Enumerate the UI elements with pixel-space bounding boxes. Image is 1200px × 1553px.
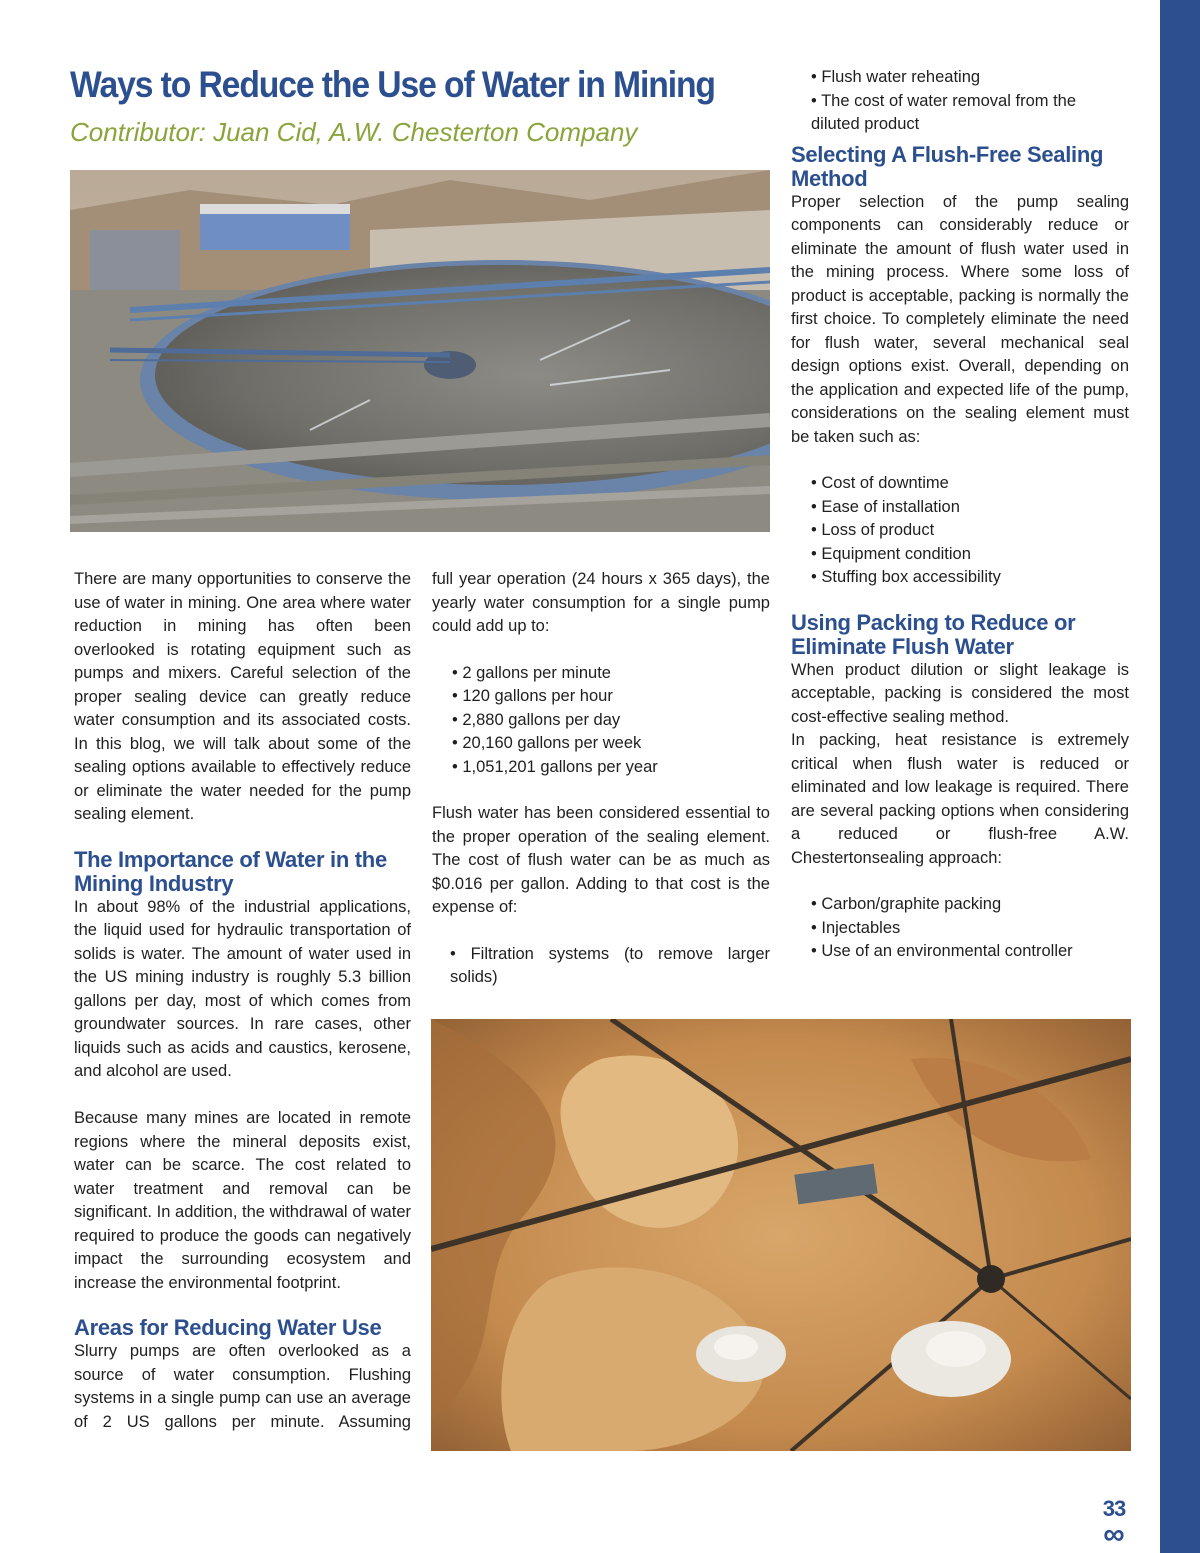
packing-options-list bbox=[791, 893, 1129, 964]
importance-paragraph-2: Because many mines are located in remote regions where the mineral deposits exist, water can be scarce. The cost related to water treatment and removal can be significant. In addition, the withdrawal of water required to produce the goods can negatively impact the surrounding ecosystem and increase the environmental footprint. bbox=[74, 1109, 411, 1292]
list-item: • Use of an environmental controller bbox=[811, 940, 1129, 964]
page-number: 33 bbox=[1102, 1496, 1126, 1521]
list-item: • Filtration systems (to remove larger solids) bbox=[432, 943, 770, 990]
areas-paragraph-continued: full year operation (24 hours x 365 days), the yearly water consumption for a single pump could add up to: bbox=[432, 570, 770, 635]
side-color-bar bbox=[1160, 0, 1200, 1553]
expense-list-part-1 bbox=[432, 943, 770, 990]
section-heading-areas: Areas for Reducing Water Use bbox=[74, 1315, 382, 1340]
list-item: • Stuffing box accessibility bbox=[811, 566, 1129, 590]
section-heading-importance: The Importance of Water in the Mining Industry bbox=[74, 846, 387, 896]
list-item: • Ease of installation bbox=[811, 496, 1129, 520]
list-item: • 2 gallons per minute bbox=[452, 662, 770, 686]
considerations-list bbox=[791, 472, 1129, 590]
list-item: • Flush water reheating bbox=[811, 66, 1129, 90]
packing-paragraph-2: In packing, heat resistance is extremely critical when flush water is reduced or eliminated and low leakage is required. There are several packing options when considering a reduced or flush-free A.W. Chestertonsealing approach: bbox=[791, 731, 1129, 867]
list-item: • 120 gallons per hour bbox=[452, 685, 770, 709]
text-column-3 bbox=[791, 66, 1129, 987]
list-item: • Injectables bbox=[811, 917, 1129, 941]
areas-paragraph bbox=[74, 1340, 411, 1434]
list-item: • Carbon/graphite packing bbox=[811, 893, 1129, 917]
section-heading-packing: Using Packing to Reduce or Eliminate Flush Water bbox=[791, 609, 1076, 659]
flush-cost-paragraph: Flush water has been considered essential to the proper operation of the sealing element. The cost of flush water can be as much as $0.016 per gallon. Adding to that cost is the expense of: bbox=[432, 804, 770, 916]
list-item: • Loss of product bbox=[811, 519, 1129, 543]
thickener-tank-photo bbox=[70, 170, 770, 532]
packing-paragraph-1: When product dilution or slight leakage is acceptable, packing is considered the most cost-effective sealing method. bbox=[791, 660, 1129, 726]
text-column-1 bbox=[74, 568, 411, 1434]
list-item: • 1,051,201 gallons per year bbox=[452, 756, 770, 780]
text-column-2 bbox=[432, 568, 770, 990]
article-title: Ways to Reduce the Use of Water in Mining bbox=[70, 64, 715, 105]
infinity-logo-icon: ∞ bbox=[1103, 1518, 1125, 1551]
water-usage-list bbox=[432, 662, 770, 780]
list-item: • The cost of water removal from the diluted product bbox=[811, 90, 1129, 137]
selecting-paragraph: Proper selection of the pump sealing components can considerably reduce or eliminate the amount of flush water used in the mining process. Where some loss of product is acceptable, packing is normally the first choice. To completely eliminate the need for flush water, several mechanical seal design options exist. Overall, depending on the application and expected life of the pump, considerations on the sealing element must be taken such as: bbox=[791, 192, 1129, 446]
expense-list-part-2 bbox=[791, 66, 1129, 137]
areas-paragraph-text: Slurry pumps are often overlooked as a source of water consumption. Flushing systems in a single pump can use an average of 2 US gallons per minute. Assuming bbox=[74, 1342, 411, 1431]
importance-paragraph-1: In about 98% of the industrial applications, the liquid used for hydraulic transportation of solids is water. The amount of water used in the US mining industry is roughly 5.3 billion gallons per day, most of which comes from groundwater sources. In rare cases, other liquids such as acids and caustics, kerosene, and alcohol are used. bbox=[74, 897, 411, 1080]
section-heading-selecting: Selecting A Flush-Free Sealing Method bbox=[791, 141, 1104, 191]
list-item: • Cost of downtime bbox=[811, 472, 1129, 496]
aerial-sand-mine-photo bbox=[431, 1019, 1131, 1451]
article-contributor: Contributor: Juan Cid, A.W. Chesterton Company bbox=[70, 117, 638, 147]
list-item: • Equipment condition bbox=[811, 543, 1129, 567]
intro-paragraph: There are many opportunities to conserve the use of water in mining. One area where water reduction in mining has often been overlooked is rotating equipment such as pumps and mixers. Careful selection of the proper sealing device can greatly reduce water consumption and its associated costs. In this blog, we will talk about some of the sealing options available to effectively reduce or eliminate the water needed for the pump sealing element. bbox=[74, 570, 411, 823]
list-item: • 2,880 gallons per day bbox=[452, 709, 770, 733]
list-item: • 20,160 gallons per week bbox=[452, 732, 770, 756]
